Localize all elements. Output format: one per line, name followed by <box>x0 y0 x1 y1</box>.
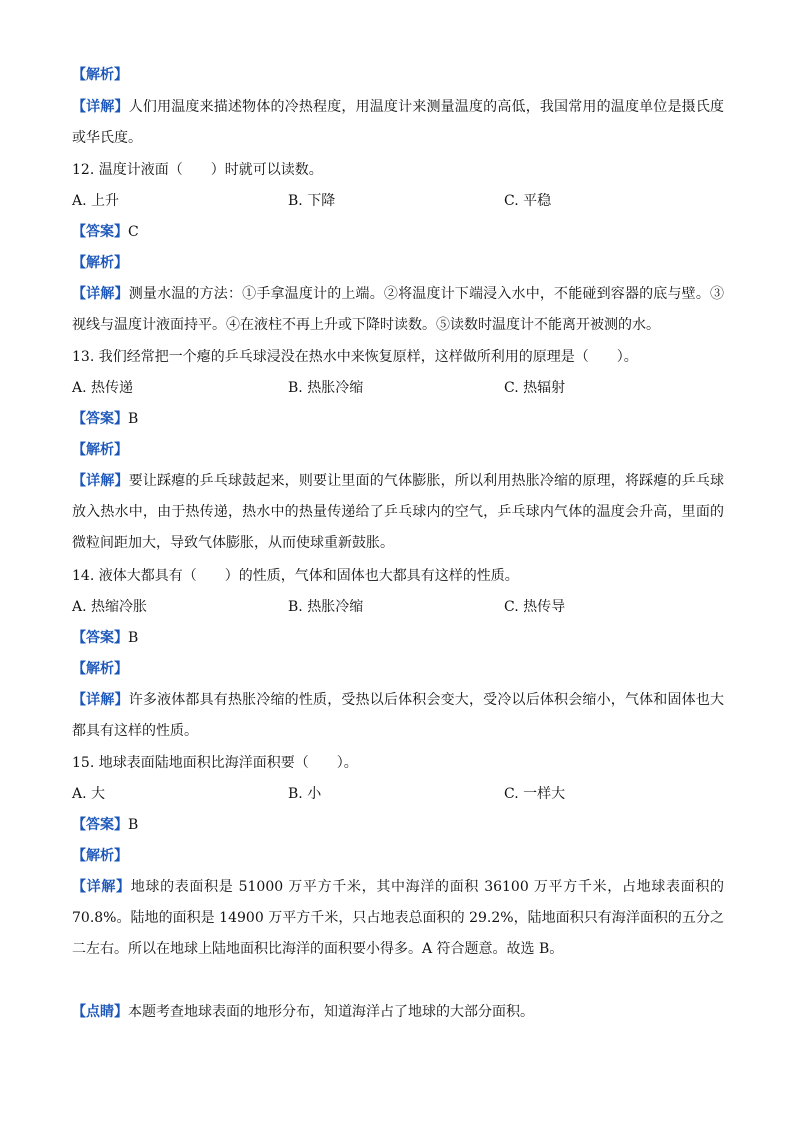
detail-label: 【详解】 <box>72 286 129 302</box>
detail-label: 【详解】 <box>72 692 129 708</box>
answer-line: 【答案】B <box>72 411 139 427</box>
answer-value: B <box>128 817 139 833</box>
detail-text: 要让踩瘪的乒乓球鼓起来，则要让里面的气体膨胀，所以利用热胀冷缩的原理，将踩瘪的乒乓球放入热水中，由于热传递，热水中的热量传递给了乒乓球内的空气，乒乓球内气体的温度会升高，里面的微粒间距加大，导致气体膨胀，从而使球重新鼓胀。 <box>72 473 725 551</box>
option-a: A. 热传递 <box>72 380 134 396</box>
option-c: C. 平稳 <box>504 193 552 209</box>
analysis-label: 【解析】 <box>72 848 128 864</box>
option-b: B. 小 <box>288 786 322 802</box>
option-a: A. 热缩冷胀 <box>72 599 148 615</box>
q13-detail <box>72 466 724 559</box>
detail-label: 【详解】 <box>72 879 131 895</box>
comment-line <box>72 1003 534 1021</box>
q12-detail <box>72 279 724 341</box>
analysis-label: 【解析】 <box>72 661 128 677</box>
option-c: C. 一样大 <box>504 786 566 802</box>
q11-detail <box>72 92 724 154</box>
question-stem: 15. 地球表面陆地面积比海洋面积要（ ）。 <box>72 755 358 771</box>
comment-text: 本题考查地球表面的地形分布，知道海洋占了地球的大部分面积。 <box>128 1004 534 1020</box>
option-a: A. 大 <box>72 786 106 802</box>
answer-line: 【答案】B <box>72 630 139 646</box>
detail-label: 【详解】 <box>72 473 129 489</box>
analysis-label: 【解析】 <box>72 255 128 271</box>
answer-value: C <box>128 224 139 240</box>
option-b: B. 下降 <box>288 193 336 209</box>
answer-line: 【答案】B <box>72 817 139 833</box>
answer-value: B <box>128 630 139 646</box>
option-b: B. 热胀冷缩 <box>288 599 364 615</box>
comment-label: 【点睛】 <box>72 1004 128 1020</box>
detail-text: 人们用温度来描述物体的冷热程度，用温度计来测量温度的高低，我国常用的温度单位是摄氏度或华氏度。 <box>72 99 725 146</box>
analysis-label: 【解析】 <box>72 442 128 458</box>
option-b: B. 热胀冷缩 <box>288 380 364 396</box>
detail-text: 地球的表面积是 51000 万平方千米，其中海洋的面积 36100 万平方千米，占地球表面积的 70.8%。陆地的面积是 14900 万平方千米，只占地表总面积的 29.2%，陆地面积只有海洋面积的五分之二左右。所以在地球上陆地面积比海洋的面积要小得多。A 符合题意。故选 B。 <box>72 879 725 957</box>
q14-detail <box>72 685 724 747</box>
option-c: C. 热辐射 <box>504 380 566 396</box>
detail-text: 许多液体都具有热胀冷缩的性质，受热以后体积会变大，受冷以后体积会缩小，气体和固体也大都具有这样的性质。 <box>72 692 725 739</box>
analysis-label: 【解析】 <box>72 67 128 83</box>
option-a: A. 上升 <box>72 193 120 209</box>
option-c: C. 热传导 <box>504 599 566 615</box>
detail-label: 【详解】 <box>72 99 129 115</box>
detail-text: 测量水温的方法：①手拿温度计的上端。②将温度计下端浸入水中，不能碰到容器的底与壁。③视线与温度计液面持平。④在液柱不再上升或下降时读数。⑤读数时温度计不能离开被测的水。 <box>72 286 725 333</box>
answer-line: 【答案】C <box>72 224 139 240</box>
question-stem: 12. 温度计液面（ ）时就可以读数。 <box>72 162 323 178</box>
q15-detail <box>72 872 724 965</box>
answer-value: B <box>128 411 139 427</box>
question-stem: 14. 液体大都具有（ ）的性质，气体和固体也大都具有这样的性质。 <box>72 568 519 584</box>
question-stem: 13. 我们经常把一个瘪的乒乓球浸没在热水中来恢复原样，这样做所利用的原理是（ ）。 <box>72 349 638 365</box>
